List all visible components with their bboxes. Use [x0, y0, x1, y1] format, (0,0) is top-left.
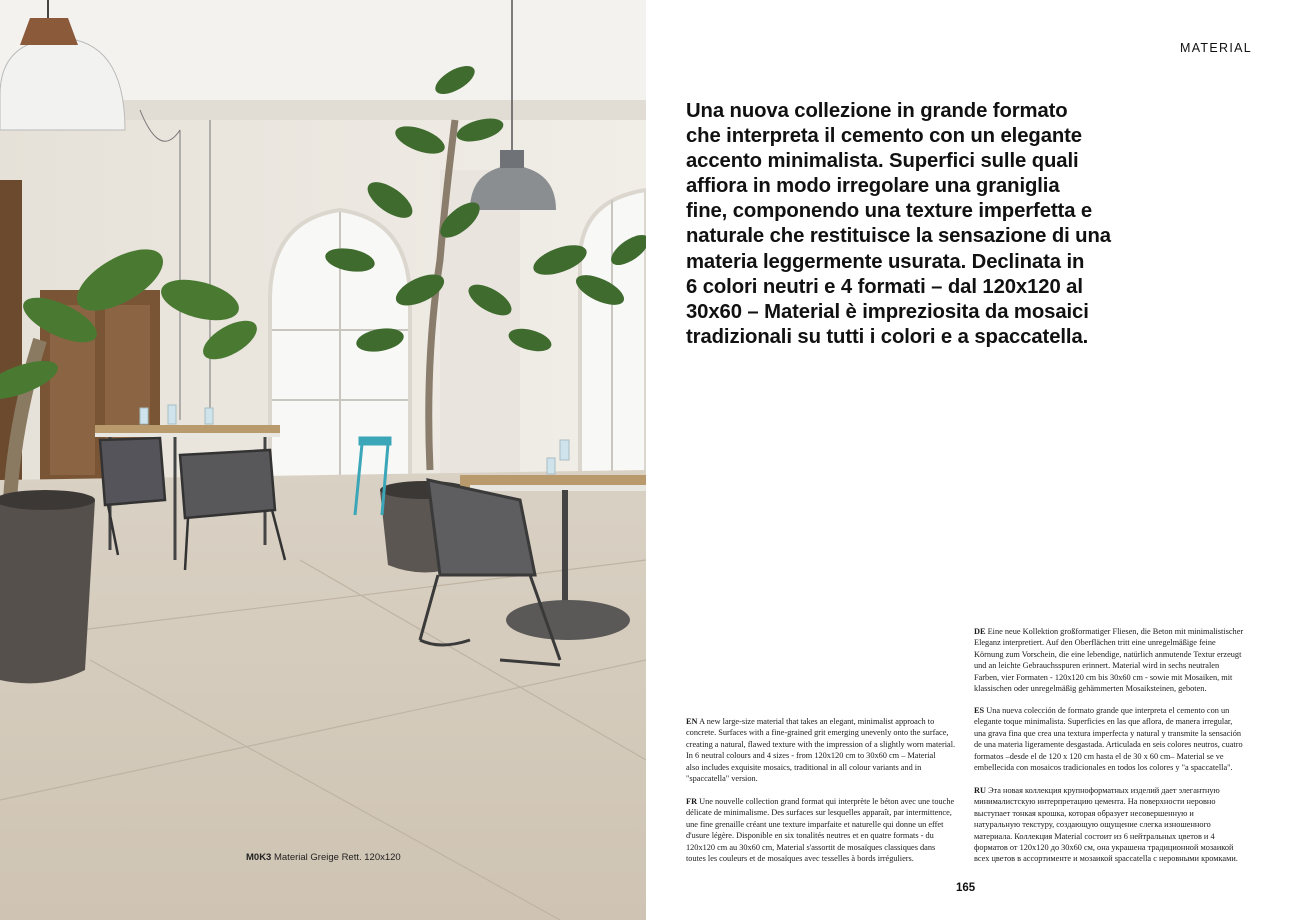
paragraph-line: натуральную текстуру, создающую ощущение слегка изношенного — [974, 820, 1211, 830]
paragraph-line: Эта новая коллекция крупноформатных изделий дает элегантную — [988, 786, 1220, 795]
paragraph-line: Una nueva colección de formato grande que interpreta el cemento con un — [986, 706, 1230, 715]
paragraph-line: материала. Коллекция Material состоит из 6 нейтральных цветов и 4 — [974, 831, 1215, 841]
paragraph-line: Une nouvelle collection grand format qui interprète le béton avec une touche — [699, 797, 955, 806]
paragraph-line: una grava fina que crea una textura imperfecta y natural y transmite la sensación — [974, 728, 1241, 738]
section-label: MATERIAL — [1180, 41, 1252, 55]
headline-line: affiora in modo irregolare una graniglia — [686, 175, 1060, 198]
paragraph-line: Farben, vier Formaten - 120x120 cm bis 30x60 cm - sowie mit Mosaiken, mit — [974, 672, 1233, 682]
paragraph-ru — [974, 785, 1254, 865]
paragraph-line: A new large-size material that takes an elegant, minimalist approach to — [699, 717, 935, 726]
paragraph-line: 120x120 cm au 30x60 cm, Material s'assortit de mosaïques classiques dans — [686, 842, 936, 852]
language-code: RU — [974, 786, 986, 795]
language-code: ES — [974, 706, 985, 715]
headline-line: 30x60 – Material è impreziosita da mosaici — [686, 300, 1089, 323]
language-code: EN — [686, 717, 698, 726]
paragraph-line: всех цветов в ассортименте и мозаикой spaccatella с неровными кромками. — [974, 854, 1238, 864]
language-code: DE — [974, 627, 986, 636]
headline-line: Una nuova collezione in grande formato — [686, 100, 1068, 122]
paragraph-line: creating a natural, flawed texture with the impression of a slightly worn material. — [686, 739, 956, 749]
headline-line: fine, componendo una texture imperfetta e — [686, 200, 1093, 223]
paragraph-line: embellecida con mosaicos tradicionales en todos los colores y "a spaccatella". — [974, 763, 1233, 773]
photo-caption — [246, 852, 401, 863]
paragraph-line: Eleganz interpretiert. Auf den Oberflächen tritt eine unregelmäßige feine — [974, 638, 1216, 648]
paragraph-line: минималистскую интерпретацию цемента. На поверхности неровно — [974, 797, 1216, 807]
product-code: M0K3 — [246, 852, 272, 863]
paragraph-line: formatos –desde el de 120 x 120 cm hasta el de 30 x 60 cm– Material se ve — [974, 751, 1224, 761]
paragraph-line: форматов от 120x120 до 30x60 см, она украшена традиционной мозаикой — [974, 843, 1234, 853]
paragraph-line: Eine neue Kollektion großformatiger Fliesen, die Beton mit minimalistischer — [987, 627, 1244, 636]
product-name: Material Greige Rett. 120x120 — [273, 852, 401, 863]
language-code: FR — [686, 797, 698, 806]
headline-line: 6 colori neutri e 4 formati – dal 120x120 al — [686, 275, 1083, 298]
paragraph-line: de una materia ligeramente desgastada. Articulada en seis colores neutros, cuatro — [974, 740, 1243, 750]
paragraph-line: une fine grenaille créant une texture imparfaite et naturelle qui donne un effet — [686, 819, 944, 829]
paragraph-line: concrete. Surfaces with a fine-grained grit emerging unevenly onto the surface, — [686, 728, 949, 738]
headline-line: tradizionali su tutti i colori e a spaccatella. — [686, 325, 1089, 348]
paragraph-line: elegante toque minimalista. Superficies en las que aflora, de manera irregular, — [974, 717, 1233, 727]
paragraph-line: also includes exquisite mosaics, traditional in all colour variants and in — [686, 762, 922, 772]
paragraph-en — [686, 716, 968, 784]
headline-line: materia leggermente usurata. Declinata in — [686, 250, 1085, 273]
paragraph-de — [974, 626, 1254, 694]
headline-line: naturale che restituisce la sensazione di una — [686, 225, 1111, 248]
paragraph-line: In 6 neutral colours and 4 sizes - from 120x120 cm to 30x60 cm – Material — [686, 751, 936, 761]
headline-italian — [686, 99, 1156, 350]
paragraph-line: toutes les couleurs et de mosaïques avec tesselles à bords irréguliers. — [686, 854, 914, 864]
paragraph-line: klassischen oder unregelmäßig gehämmerten Mosaiksteinen, geboten. — [974, 684, 1207, 694]
headline-line: accento minimalista. Superfici sulle quali — [686, 150, 1079, 173]
paragraph-line: d'usure légère. Disponible en six tonalités neutres et en quatre formats - du — [686, 831, 934, 841]
headline-line: che interpreta il cemento con un elegante — [686, 125, 1082, 148]
paragraph-line: délicate de minimalisme. Des surfaces sur lesquelles apparaît, par intermittence, — [686, 808, 952, 818]
paragraph-line: выступает тонкая крошка, которая образует несовершенную и — [974, 808, 1194, 818]
paragraph-es — [974, 705, 1254, 773]
page-number: 165 — [956, 882, 976, 894]
paragraph-fr — [686, 796, 968, 864]
paragraph-line: und an leichte Gebrauchsspuren erinnert. Material wird in sechs neutralen — [974, 661, 1220, 671]
paragraph-line: "spaccatella" version. — [686, 774, 758, 784]
paragraph-line: Körnung zum Vorschein, die eine lebendige, natürlich anmutende Textur erzeugt — [974, 649, 1242, 659]
